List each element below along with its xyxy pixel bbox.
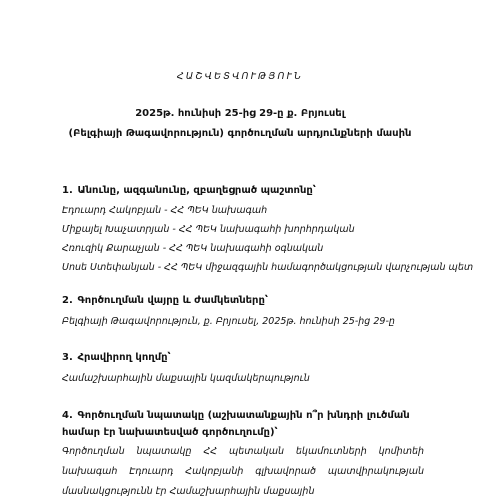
section-2-heading [62,295,268,306]
section-1-number: 1. [62,185,73,196]
section-2-line-1: Բելգիայի Թագավորություն, ք. Բրյուսել, 2025թ. հունիսի 25-ից 29-ը [62,316,395,327]
section-4-paragraph: Գործուղման նպատակը ՀՀ պետական եկամուտների կոմիտեի նախագահ Էդուարդ Հակոբյանի գլխավորած պատվիրակության մասնակցությունն էր Համաշխարհային մաքսային [62,446,424,497]
section-2-number: 2. [62,295,73,306]
section-3-title: Հրավիրող կողմը՝ [77,352,171,363]
section-1-line-3: Հռուզիկ Քարաչյան - ՀՀ ՊԵԿ նախագահի օգնական [62,243,324,254]
document-title: ՀԱՇՎԵՏՎՈՒԹՅՈՒՆ [176,71,304,82]
section-1-line-4: Սոսե Ստեփանյան - ՀՀ ՊԵԿ միջազգային համագործակցության վարչության պետ [62,262,474,273]
section-1-line-2: Միքայել Խաչատրյան - ՀՀ ՊԵԿ նախագահի խորհրդական [62,224,355,235]
section-3-number: 3. [62,352,73,363]
section-3-heading [62,352,171,363]
section-2-title: Գործուղման վայրը և ժամկետները՝ [77,295,269,306]
section-3-line-1: Համաշխարհային մաքսային կազմակերպություն [62,373,310,384]
section-4-heading [62,407,430,441]
section-4-title: Գործուղման նպատակը (աշխատանքային ո՞ր խնդրի լուծման համար էր նախատեսված գործուղումը)՝ [62,410,410,438]
section-1-heading [62,185,316,196]
document-subtitle-line1: 2025թ. հունիսի 25-ից 29-ը ք. Բրյուսել [135,108,345,119]
document-subtitle-line2: (Բելգիայի Թագավորություն) գործուղման արդյունքների մասին [68,128,412,139]
section-1-title: Անունը, ազգանունը, զբաղեցրած պաշտոնը՝ [77,185,316,196]
section-1-line-1: Էդուարդ Հակոբյան - ՀՀ ՊԵԿ նախագահ [62,205,268,216]
section-4-number: 4. [62,410,73,421]
